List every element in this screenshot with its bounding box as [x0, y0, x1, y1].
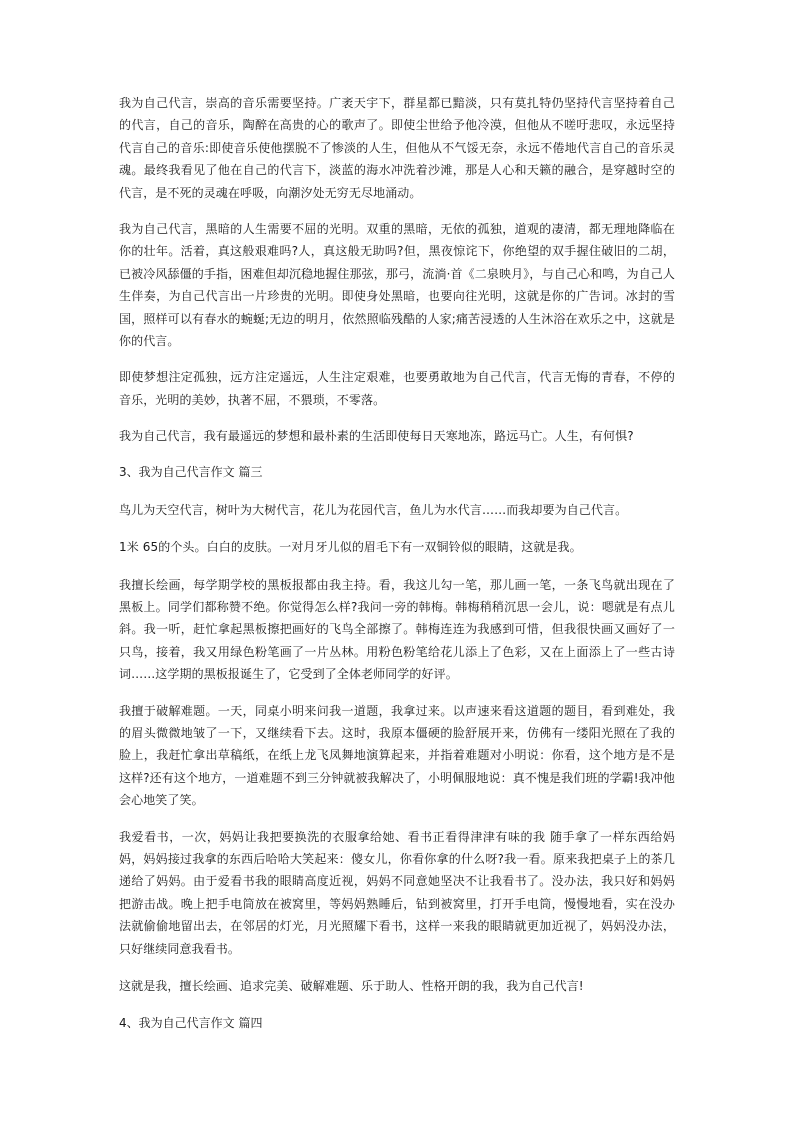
paragraph-summary: 这就是我，擅长绘画、追求完美、破解难题、乐于助人、性格开朗的我，我为自己代言! [119, 979, 584, 993]
paragraph-abing: 我为自己代言，黑暗的人生需要不屈的光明。双重的黑暗，无依的孤独，道观的凄清，都无理地降临在你的壮年。活着，真这般艰难吗?人，真这般无助吗?但，黑夜惊诧下，你绝望的双手握住破旧的二胡，已被冷风舔僵的手指，困难但却沉稳地握住那弦，那弓，流淌·首《二泉映月》，与自己心和鸣，为自己人生伴奏，为自己代言出一片珍贵的光明。即使身处黑暗，也要向往光明，这就是你的广告词。冰封的雪国，照样可以有春水的蜿蜒;无边的明月，依然照临残酷的人家;痛苦浸透的人生沐浴在欢乐之中，这就是你的代言。 [119, 222, 675, 349]
paragraph-appearance: 1米 65的个头。白白的皮肤。一对月牙儿似的眉毛下有一双铜铃似的眼睛，这就是我。 [119, 540, 582, 555]
document-page [119, 92, 675, 1034]
paragraph-reading: 我爱看书，一次，妈妈让我把要换洗的衣服拿给她、看书正看得津津有味的我 随手拿了一样东西给妈妈，妈妈接过我拿的东西后哈哈大笑起来：傻女儿，你看你拿的什么呀?我一看。原来我把桌子上的茶几递给了妈妈。由于爱看书我的眼睛高度近视，妈妈不同意她坚决不让我看书了。没办法，我只好和妈妈把游击战。晚上把手电筒放在被窝里，等妈妈熟睡后，钻到被窝里，打开手电筒，慢慢地看，实在没办法就偷偷地留出去，在邻居的灯光，月光照耀下看书，这样一来我的眼睛就更加近视了，妈妈没办法，只好继续同意我看书。 [119, 829, 675, 956]
section-heading-3: 3、我为自己代言作文 篇三 [119, 464, 263, 479]
paragraph-dream: 即使梦想注定孤独，远方注定遥远，人生注定艰难，也要勇敢地为自己代言，代言无悔的青春，不停的音乐，光明的美妙，执著不屈，不猥琐，不零落。 [119, 370, 675, 407]
section-heading-4: 4、我为自己代言作文 篇四 [119, 1016, 263, 1031]
paragraph-intro: 鸟儿为天空代言，树叶为大树代言，花儿为花园代言，鱼儿为水代言……而我却要为自己代言。 [119, 502, 628, 517]
paragraph-puzzles: 我擅于破解难题。一天，同桌小明来问我一道题，我拿过来。以声速来看这道题的题目，看到难处，我的眉头微微地皱了一下，又继续看下去。这时，我原本僵硬的脸舒展开来，仿佛有一缕阳光照在了我的脸上，我赶忙拿出草稿纸，在纸上龙飞凤舞地演算起来，并指着难题对小明说：你看，这个地方是不是这样?还有这个地方，一道难题不到三分钟就被我解决了，小明佩服地说：真不愧是我们班的学霸!我冲他会心地笑了笑。 [119, 703, 675, 808]
paragraph-mozart: 我为自己代言，崇高的音乐需要坚持。广袤天宇下，群星都已黯淡，只有莫扎特仍坚持代言坚持着自己的代言，自己的音乐，陶醉在高贵的心的歌声了。即使尘世给予他冷漠，但他从不嗟吁悲叹，永远坚持代言自己的音乐:即使音乐使他摆脱不了惨淡的人生，但他从不气馁无奈，永远不倦地代言自己的音乐灵魂。最终我看见了他在自己的代言下，淡蓝的海水冲洗着沙滩，那是人心和天籁的融合，是穿越时空的代言，是不死的灵魂在呼吸，向潮汐处无穷无尽地涌动。 [119, 96, 675, 200]
paragraph-fearless: 我为自己代言，我有最遥远的梦想和最朴素的生活即使每日天寒地冻，路远马亡。人生，有何惧? [119, 429, 634, 444]
paragraph-drawing: 我擅长绘画，每学期学校的黑板报都由我主持。看，我这儿勾一笔，那儿画一笔，一条飞鸟就出现在了黑板上。同学们都称赞不绝。你觉得怎么样?我问一旁的韩梅。韩梅稍稍沉思一会儿，说：嗯就是有点儿斜。我一听，赶忙拿起黑板擦把画好的飞鸟全部擦了。韩梅连连为我感到可惜，但我很快画又画好了一只鸟，接着，我又用绿色粉笔画了一片丛林。用粉色粉笔给花儿添上了色彩，又在上面添上了一些古诗词……这学期的黑板报诞生了，它受到了全体老师同学的好评。 [119, 577, 675, 682]
